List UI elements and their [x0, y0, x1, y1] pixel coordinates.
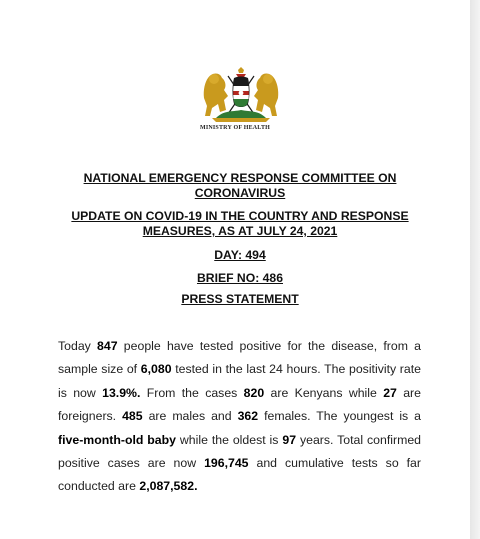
- text-segment: tested in the last 24 hours. The positivity rate is now: [58, 362, 421, 400]
- text-segment: and cumulative tests so far conducted are: [58, 456, 421, 494]
- text-segment: are foreigners.: [58, 385, 421, 424]
- females-count: 362: [237, 409, 259, 424]
- kenya-coat-of-arms-logo: [202, 66, 280, 126]
- new-cases-value: 847: [97, 339, 118, 353]
- day-label: DAY: 494: [214, 248, 266, 262]
- text-segment: Today: [58, 339, 98, 353]
- text-segment: people have tested positive for the disease, from a sample size of: [58, 339, 422, 377]
- update-title: UPDATE ON COVID-19 IN THE COUNTRY AND RESPONSE MEASURES, AS AT JULY 24, 2021: [71, 209, 409, 238]
- total-cases-value: 196,745: [204, 456, 249, 471]
- text-segment: while the oldest is: [176, 432, 283, 447]
- text-segment: years. Total confirmed positive cases are now: [58, 432, 421, 471]
- youngest-case: five-month-old baby: [58, 432, 176, 447]
- committee-title: NATIONAL EMERGENCY RESPONSE COMMITTEE ON CORONAVIRUS: [83, 171, 397, 200]
- sample-size-value: 6,080: [140, 362, 172, 377]
- statement-paragraph: [58, 335, 421, 499]
- positivity-rate-value: 13.9%.: [102, 385, 141, 400]
- foreigners-count: 27: [383, 385, 397, 400]
- oldest-age: 97: [282, 432, 297, 447]
- males-count: 485: [122, 409, 143, 424]
- kenyans-count: 820: [243, 385, 265, 400]
- cumulative-tests-value: 2,087,582.: [139, 479, 198, 494]
- ministry-label: MINISTRY OF HEALTH: [199, 125, 271, 131]
- text-segment: females. The youngest is a: [258, 409, 422, 424]
- press-statement-heading: PRESS STATEMENT: [181, 292, 299, 306]
- brief-number: BRIEF NO: 486: [196, 271, 283, 285]
- text-segment: are males and: [142, 409, 238, 424]
- text-segment: From the cases: [140, 385, 244, 400]
- page-edge: [470, 0, 480, 539]
- text-segment: are Kenyans while: [264, 385, 384, 400]
